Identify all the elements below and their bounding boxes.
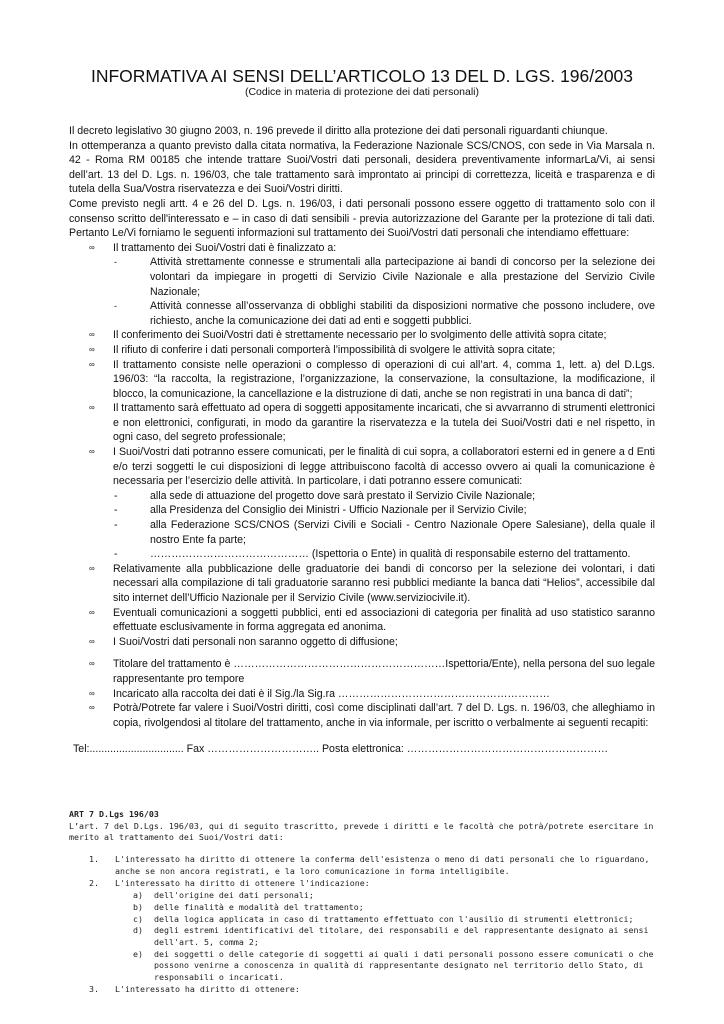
bullet-item — [69, 606, 655, 635]
lettered-item — [69, 925, 656, 948]
sub-item-text: Attività strettamente connesse e strumentali alla partecipazione ai bandi di concorso per la selezione dei volontari da impiegare in progetti di Servizio Civile Nazionale e alla prestazione del Servizio Civile Nazionale; — [150, 256, 655, 298]
bullet-text: Incaricato alla raccolta dei dati è il Sig./la Sig.ra …………………………………………………… — [113, 687, 550, 700]
numbered-item — [69, 878, 656, 890]
bullet-text: Il rifiuto di conferire i dati personali comporterà l’impossibilità di svolgere le attività sopra citate; — [113, 343, 556, 356]
item-number: 3. — [89, 983, 99, 994]
infinity-bullet-icon: ∞ — [89, 563, 95, 573]
bullet-item — [69, 358, 655, 402]
item-number: 2. — [89, 877, 99, 888]
bullet-item — [69, 445, 655, 489]
document-title: INFORMATIVA AI SENSI DELL’ARTICOLO 13 DEL D. LGS. 196/2003 — [90, 66, 634, 86]
dash-marker: - — [114, 301, 117, 312]
article-7-title: ART 7 D.Lgs 196/03 — [69, 809, 159, 819]
bullet-item — [69, 241, 655, 256]
sub-item — [69, 503, 655, 518]
dash-marker: - — [114, 519, 118, 532]
dash-marker: - — [114, 257, 117, 268]
bullet-text: Il trattamento consiste nelle operazioni o complesso di operazioni di cui all’art. 4, comma 1, lett. a) del D.Lgs. 196/03: “la raccolta, la registrazione, l’organizzazione, la conservazione, la consultazione, la modificazione, il blocco, la comunicazione, la cancellazione e la distruzione di dati, anche se non registrati in una banca di dati”; — [113, 358, 655, 400]
dash-marker: - — [114, 548, 118, 561]
infinity-bullet-icon: ∞ — [89, 359, 95, 369]
bullet-item — [69, 687, 655, 702]
item-number: 1. — [89, 854, 99, 865]
sub-item-text: alla sede di attuazione del progetto dove sarà prestato il Servizio Civile Nazionale; — [150, 489, 536, 502]
bullet-text: Il trattamento sarà effettuato ad opera di soggetti appositamente incaricati, che si avvarranno di strumenti elettronici e non elettronici, configurati, in modo da garantire la riservatezza e la tutela dei Suoi/Vostri dati e nel rispetto, in ogni caso, del segreto professionale; — [113, 402, 655, 444]
numbered-item — [69, 854, 656, 877]
intro-paragraph: Il decreto legislativo 30 giugno 2003, n. 196 prevede il diritto alla protezione dei dati personali riguardanti chiunque. — [69, 125, 608, 137]
bullet-text: Potrà/Potrete far valere i Suoi/Vostri diritti, così come disciplinati dall’art. 7 del D. Lgs. n. 196/03, che alleghiamo in copia, rivolgendosi al titolare del trattamento, anche in via informale, per iscritto o verbalmente ai seguenti recapiti: — [113, 702, 655, 729]
lettered-item — [69, 949, 656, 984]
sub-item-text: Attività connesse all’osservanza di obblighi stabiliti da disposizioni normative che possono includere, ove richiesto, anche la comunicazione dei dati ad enti e soggetti pubblici. — [150, 300, 655, 327]
bullet-text: Relativamente alla pubblicazione delle graduatorie dei bandi di concorso per la selezione dei volontari, i dati necessari alla compilazione di tali graduatorie saranno resi pubblici mediante la banca dati “Helios”, accessibile dal sito internet dell’Ufficio Nazionale per il Servizio Civile (www.serviziocivile.it). — [113, 562, 655, 604]
item-letter: a) — [133, 890, 143, 901]
item-text: degli estremi identificativi del titolare, dei responsabili e del rappresentante designato ai sensi dell'art. 5, comma 2; — [154, 925, 649, 948]
infinity-bullet-icon: ∞ — [89, 447, 95, 457]
bullet-text: Eventuali comunicazioni a soggetti pubblici, enti ed associazioni di categoria per finalità ad uso statistico saranno effettuate esclusivamente in forma aggregata ed anonima. — [113, 606, 655, 634]
bullet-text: Il trattamento dei Suoi/Vostri dati è finalizzato a: — [113, 241, 337, 254]
lettered-item — [69, 890, 656, 902]
numbered-item — [69, 984, 656, 996]
document-subtitle: (Codice in materia di protezione dei dati personali) — [244, 86, 480, 98]
sub-item — [69, 518, 655, 547]
infinity-bullet-icon: ∞ — [89, 636, 95, 646]
item-text: L'interessato ha diritto di ottenere la conferma dell'esistenza o meno di dati personali che lo riguardano, anche se non ancora registrati, e la loro comunicazione in forma intelligibile. — [115, 854, 650, 876]
bullet-item — [69, 657, 655, 686]
bullet-item — [69, 328, 655, 343]
bullet-item — [69, 701, 655, 730]
item-text: dell'origine dei dati personali; — [154, 890, 314, 901]
dash-marker: - — [114, 504, 118, 517]
infinity-bullet-icon: ∞ — [89, 330, 95, 340]
bullet-text: Titolare del trattamento è ……………………………………………………Ispettoria/Ente), nella persona del suo legale rappresentante pro tempore — [113, 658, 655, 685]
infinity-bullet-icon: ∞ — [89, 403, 95, 413]
item-letter: c) — [133, 913, 143, 924]
contacts-line: Tel:................................ Fax ………………………….. Posta elettronica: ………………………………………………… — [73, 743, 609, 756]
bullet-text: Il conferimento dei Suoi/Vostri dati è strettamente necessario per lo svolgimento delle attività sopra citate; — [113, 329, 607, 342]
item-letter: b) — [133, 901, 143, 912]
item-text: L'interessato ha diritto di ottenere l'indicazione: — [115, 877, 370, 888]
item-text: L'interessato ha diritto di ottenere: — [115, 983, 300, 994]
intro-paragraph: Come previsto negli artt. 4 e 26 del D. Lgs. n. 196/03, i dati personali possono essere oggetto di trattamento solo con il consenso scritto dell'interessato e – in caso di dati sensibili - previa autorizzazione del Garante per la protezione di tali dati. Pertanto Le/Vi forniamo le seguenti informazioni sul trattamento dei Suoi/Vostri dati personali che intendiamo effettuare: — [69, 197, 655, 240]
item-letter: e) — [133, 948, 143, 959]
infinity-bullet-icon: ∞ — [89, 607, 95, 617]
infinity-bullet-icon: ∞ — [89, 242, 95, 252]
item-text: delle finalità e modalità del trattamento; — [154, 901, 364, 912]
sub-item-text: alla Presidenza del Consiglio dei Ministri - Ufficio Nazionale per il Servizio Civile; — [150, 504, 527, 517]
article-7-intro: L’art. 7 del D.Lgs. 196/03, qui di seguito trascritto, prevede i diritti e le facoltà che potrà/potrete esercitare in merito al trattamento dei Suoi/Vostri dati: — [69, 820, 654, 843]
bullet-item — [69, 562, 655, 606]
bullet-item — [69, 635, 655, 650]
item-text: della logica applicata in caso di trattamento effettuato con l'ausilio di strumenti elettronici; — [154, 913, 634, 924]
lettered-item — [69, 902, 656, 914]
intro-paragraph: In ottemperanza a quanto previsto dalla citata normativa, la Federazione Nazionale SCS/CNOS, con sede in Via Marsala n. 42 - Roma RM 00185 che intende trattare Suoi/Vostri dati personali, desidera preventivamente informarLa/Vi, ai sensi dell’art. 13 del D. Lgs. n. 196/03, che tale trattamento sarà improntato ai principi di correttezza, liceità e trasparenza e di tutela della Sua/Vostra riservatezza e dei Suoi/Vostri diritti. — [69, 139, 655, 196]
sub-item — [69, 547, 655, 562]
sub-item — [69, 255, 655, 299]
sub-item — [69, 489, 655, 504]
infinity-bullet-icon: ∞ — [89, 344, 95, 354]
dash-marker: - — [114, 489, 118, 502]
bullet-item — [69, 343, 655, 358]
bullet-item — [69, 401, 655, 445]
sub-item-text: alla Federazione SCS/CNOS (Servizi Civili e Sociali - Centro Nazionale Opere Salesiane), della quale il nostro Ente fa parte; — [150, 519, 655, 546]
item-text: dei soggetti o delle categorie di soggetti ai quali i dati personali possono essere comunicati o che possono venirne a conoscenza in qualità di rappresentante designato nel territorio dello Stato, di responsabili o incaricati. — [154, 948, 654, 983]
infinity-bullet-icon: ∞ — [89, 688, 95, 698]
document-body — [69, 124, 655, 757]
bullet-text: I Suoi/Vostri dati personali non saranno oggetto di diffusione; — [113, 635, 398, 648]
sub-item — [69, 299, 655, 328]
infinity-bullet-icon: ∞ — [89, 703, 95, 713]
article-7-section — [69, 809, 656, 996]
bullet-text: I Suoi/Vostri dati potranno essere comunicati, per le finalità di cui sopra, a collaboratori esterni ed in genere a d Enti e/o terzi soggetti le cui disposizioni di legge attribuiscono facoltà di accesso ovvero ai quali la comunicazione è necessaria per l’esercizio delle attività. In particolare, i dati potranno essere comunicati: — [113, 446, 655, 488]
lettered-item — [69, 914, 656, 926]
sub-item-text: ……………………………………… (Ispettoria o Ente) in qualità di responsabile esterno del trattamento. — [150, 548, 631, 561]
infinity-bullet-icon: ∞ — [89, 659, 95, 669]
item-letter: d) — [133, 925, 143, 936]
